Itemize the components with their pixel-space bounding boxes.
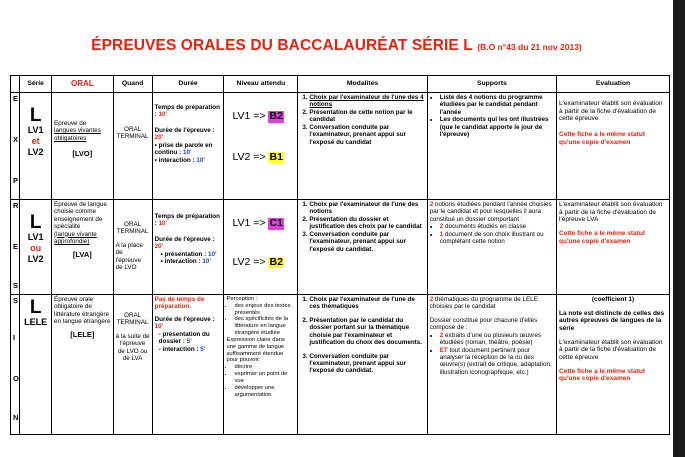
quand-text: ORAL bbox=[124, 126, 142, 133]
duree-value: 10' bbox=[182, 149, 192, 157]
duree-item: interaction : bbox=[164, 258, 201, 266]
quand-text: à la suite de l'épreuve de LVO ou de LVA bbox=[115, 332, 150, 363]
oral-code: [LVA] bbox=[72, 249, 92, 259]
table-row bbox=[11, 93, 670, 200]
vertical-letter: S bbox=[13, 296, 19, 305]
niveau-row bbox=[232, 217, 295, 230]
oral-code: [LVO] bbox=[72, 149, 93, 159]
vertical-letter: S bbox=[13, 280, 19, 290]
vertical-letter: I bbox=[13, 332, 16, 342]
quand-cell bbox=[113, 200, 152, 295]
quand-cell bbox=[113, 93, 152, 200]
header-duree: Durée bbox=[152, 76, 224, 93]
serie-cell bbox=[20, 93, 52, 200]
support-intro: thématiques du programme de LELE choisies par le candidat bbox=[429, 296, 538, 311]
eval-text: L'examinateur établit son évaluation à partir de la fiche d'évaluation de cette épreuve bbox=[559, 338, 663, 361]
evaluation-cell bbox=[557, 200, 670, 295]
header-quand: Quand bbox=[113, 76, 152, 93]
duree-label: Durée de l'épreuve : bbox=[154, 235, 215, 243]
header-row bbox=[11, 76, 670, 93]
modalite-item: 2. Présentation du dossier et justification des choix par le candidat bbox=[309, 216, 424, 231]
quand-text: TERMINAL bbox=[116, 133, 149, 141]
modalite-item: 1. Choix par l'examinateur de l'une des 4 notions bbox=[309, 94, 424, 109]
niveau-row bbox=[232, 151, 295, 164]
supports-cell bbox=[427, 295, 556, 435]
quand-text: TERMINAL bbox=[116, 319, 149, 327]
quand-text: TERMINAL bbox=[116, 228, 149, 236]
duree-item: prise de parole en continu : bbox=[154, 141, 213, 157]
title-main: ÉPREUVES ORALES DU BACCALAURÉAT SÉRIE L bbox=[91, 37, 473, 54]
niveau-item: • décrire bbox=[234, 364, 295, 371]
duree-value: 10' bbox=[154, 323, 164, 331]
niveau-row bbox=[232, 110, 295, 123]
oral-text: Épreuve orale obligatoire de littérature étrangère en langue étrangère bbox=[54, 296, 111, 326]
serie-line: LV2 bbox=[27, 253, 44, 264]
vertical-letter: P bbox=[13, 175, 19, 185]
niveau-mid: Expression claire dans une gamme de langue suffisamment étendue pour pouvoir: bbox=[226, 336, 285, 364]
support-count: ET bbox=[439, 346, 448, 354]
vertical-letter: X bbox=[13, 134, 19, 144]
vertical-letter: E bbox=[13, 94, 19, 103]
header-niveau: Niveau attendu bbox=[224, 76, 298, 93]
duree-item: interaction : bbox=[162, 345, 199, 353]
eval-coef: (coefficient 1) bbox=[591, 296, 635, 303]
eval-bold: La note est distincte de celles des autres épreuves de langues de la série bbox=[559, 309, 665, 332]
header-evaluation: Evaluation bbox=[557, 76, 670, 93]
duree-note: Pas de temps de préparation. bbox=[154, 296, 205, 311]
support-item: • Liste des 4 notions du programme étudiées par le candidat pendant l'année bbox=[440, 94, 554, 116]
modalite-item: 2. Présentation par le candidat du dossier portant sur la thématique choisie par l'examinateur et justification du choix des documents. bbox=[309, 317, 424, 347]
niveau-intro: Perception : bbox=[226, 296, 258, 302]
support-item: documents étudiés en classe bbox=[444, 223, 527, 231]
table-row bbox=[11, 200, 670, 295]
vertical-letter: R bbox=[13, 201, 19, 210]
support-item: document de son choix illustrant ou complétant cette notion bbox=[439, 230, 544, 246]
quand-cell bbox=[113, 295, 152, 435]
duree-label: Durée de l'épreuve : bbox=[154, 126, 215, 134]
niveau-cell bbox=[224, 93, 298, 200]
serie-line: LELE bbox=[24, 317, 48, 327]
oral-text: (langue vivante approfondie) bbox=[54, 230, 97, 246]
duree-cell: Temps de préparation : 10' Durée de l'épreuve : 20' • prise de parole en continu : 10' • interaction : 10' bbox=[152, 93, 224, 200]
niveau-item: • exprimer un point de vue bbox=[234, 371, 295, 385]
duree-label: Temps de préparation : bbox=[154, 104, 220, 119]
vertical-letter: E bbox=[13, 241, 19, 251]
support-count: 2 bbox=[429, 201, 434, 208]
niveau-item: • des spécificités de la littérature en langue étrangère étudiée bbox=[234, 316, 295, 336]
oral-cell bbox=[52, 93, 114, 200]
modalite-item: 3. Conversation conduite par l'examinateur, prenant appui sur l'exposé du candidat. bbox=[309, 353, 424, 375]
serie-cell bbox=[20, 200, 52, 295]
duree-cell: Pas de temps de préparation. Durée de l'épreuve : 10' - présentation du dossier : 5' - interaction : 5' bbox=[152, 295, 224, 435]
modalites-cell bbox=[298, 200, 427, 295]
quand-text: ORAL bbox=[124, 312, 142, 319]
oral-text: langues vivantes obligatoires bbox=[54, 127, 101, 142]
support-item: extraits d'une ou plusieurs œuvres étudiées (roman, théâtre, poésie) bbox=[439, 331, 542, 347]
niveau-cell bbox=[224, 200, 298, 295]
eval-text: L'examinateur établit son évaluation à partir de la fiche d'évaluation de l'épreuve LVA bbox=[559, 201, 663, 224]
modalite-item: 1. Choix par l'examinateur de l'une des notions bbox=[309, 201, 424, 216]
modalites-cell bbox=[298, 93, 427, 200]
duree-value: 5' bbox=[200, 345, 206, 353]
evaluation-cell bbox=[557, 295, 670, 435]
oral-text: Epreuve de bbox=[54, 120, 87, 127]
vertical-letter: O bbox=[13, 373, 19, 383]
niveau-badge: B2 bbox=[269, 110, 283, 122]
table-row bbox=[11, 295, 670, 435]
niveau-badge: B2 bbox=[269, 255, 283, 268]
serie-line: ou bbox=[30, 242, 42, 253]
duree-item: présentation du dossier : bbox=[158, 330, 210, 346]
serie-line: LV1 bbox=[27, 125, 44, 135]
right-edge-bar bbox=[673, 0, 685, 457]
niveau-item: • des enjeux des textes présentés bbox=[234, 303, 295, 317]
support-item: • Les documents qui les ont illustrées (que le candidat apporte le jour de l'épreuve) bbox=[440, 116, 554, 138]
vertical-letters bbox=[11, 93, 20, 200]
eval-note: Cette fiche a le même statut qu'une copie d'examen bbox=[559, 229, 646, 245]
supports-cell bbox=[427, 200, 556, 295]
duree-value: 5' bbox=[186, 338, 192, 346]
modalite-item: 2. Présentation de cette notion par le candidat bbox=[309, 109, 424, 124]
duree-value: 10' bbox=[158, 220, 167, 228]
duree-value: 20' bbox=[154, 134, 164, 142]
modalite-item: 1. Choix par l'examinateur de l'une de ces thématiques bbox=[309, 296, 424, 311]
support-count: 2 bbox=[439, 331, 444, 339]
duree-item: présentation : bbox=[164, 250, 207, 258]
duree-value: 20' bbox=[154, 243, 164, 251]
serie-line: LV1 bbox=[27, 232, 44, 242]
duree-cell: Temps de préparation : 10' Durée de l'épreuve : 20' • présentation : 10' • interaction : 10' bbox=[152, 200, 224, 295]
vertical-letters bbox=[11, 200, 20, 295]
support-count: 2 bbox=[429, 296, 434, 303]
eval-note: Cette fiche a le même statut qu'une copie d'examen bbox=[559, 367, 646, 383]
oral-cell bbox=[52, 295, 114, 435]
niveau-label: LV2 => bbox=[232, 150, 266, 163]
header-serie: Série bbox=[20, 76, 52, 93]
page-title bbox=[0, 37, 673, 55]
serie-cell bbox=[20, 295, 52, 435]
duree-label: Temps de préparation : bbox=[154, 213, 220, 228]
title-sub: (B.O n°43 du 21 nov 2013) bbox=[477, 42, 582, 52]
duree-item: interaction : bbox=[158, 156, 195, 164]
duree-value: 10' bbox=[207, 250, 217, 258]
niveau-badge: B1 bbox=[269, 150, 283, 163]
oral-text: Epreuve de langue choisie comme enseignement de spécialité bbox=[54, 201, 107, 231]
header-modalites: Modalités bbox=[298, 76, 427, 93]
support-intro: notions étudiées pendant l'année choisies par le candidat et pour lesquelles il aura constitué un dossier comportant : bbox=[429, 201, 552, 223]
niveau-label: LV2 => bbox=[232, 255, 266, 268]
eval-text: L'examinateur établit son évaluation à partir de la fiche d'évaluation de cette épreuve bbox=[559, 100, 663, 123]
quand-text: ORAL bbox=[124, 221, 142, 228]
serie-line: LV2 bbox=[27, 146, 44, 157]
duree-value: 10' bbox=[202, 258, 211, 266]
modalite-item: 3. Conversation conduite par l'examinateur, prenant appui sur l'exposé du candidat bbox=[309, 124, 424, 146]
support-count: 2 bbox=[439, 223, 444, 231]
serie-letter: L bbox=[29, 212, 42, 233]
duree-value: 10' bbox=[158, 111, 167, 119]
modalite-item: 3. Conversation conduite par l'examinateur, prenant appui sur l'exposé du candidat. bbox=[309, 231, 424, 253]
niveau-item: • développer une argumentation bbox=[234, 385, 295, 399]
serie-letter: L bbox=[29, 297, 42, 318]
evaluation-cell bbox=[557, 93, 670, 200]
support-item: tout document pertinent pour analyser la réception de la ou des œuvre(s) (extrait de critique, adaptation, illustration iconographique, etc.) bbox=[439, 346, 552, 376]
support-count: 1 bbox=[439, 230, 444, 238]
niveau-badge: C1 bbox=[269, 217, 283, 229]
exam-table bbox=[10, 75, 670, 435]
serie-letter: L bbox=[29, 105, 42, 126]
oral-cell bbox=[52, 200, 114, 295]
niveau-label: LV1 => bbox=[232, 217, 266, 229]
quand-text: A la place de l'épreuve de LVO bbox=[115, 241, 143, 272]
duree-label: Durée de l'épreuve : bbox=[154, 315, 215, 323]
vertical-letters bbox=[11, 295, 20, 435]
serie-line: et bbox=[31, 135, 40, 146]
oral-code: [LELE] bbox=[70, 329, 95, 339]
niveau-row bbox=[232, 256, 295, 269]
header-oral: ORAL bbox=[52, 76, 114, 93]
vertical-letter: N bbox=[13, 412, 19, 422]
support-mid: Dossier constitué pour chacune d'elles composé de : bbox=[429, 316, 538, 332]
niveau-label: LV1 => bbox=[232, 110, 266, 122]
duree-value: 10' bbox=[196, 156, 205, 164]
supports-cell bbox=[427, 93, 556, 200]
eval-note: Cette fiche a le même statut qu'une copie d'examen bbox=[559, 130, 646, 146]
niveau-cell bbox=[224, 295, 298, 435]
modalites-cell bbox=[298, 295, 427, 435]
header-supports: Supports bbox=[427, 76, 556, 93]
header-blank bbox=[11, 76, 20, 93]
